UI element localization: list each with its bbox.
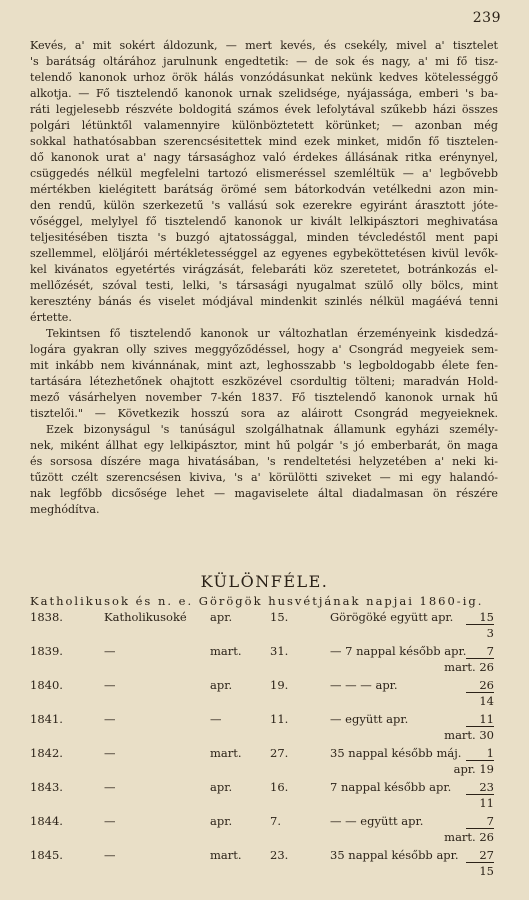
text-line: Ezek bizonyságul 's tanúságul szolgálhatnak államunk egyházi személy- [46,423,498,436]
text-line: Tekintsen fő tisztelendő kanonok ur változhatlan érzeményeink kisdedzá- [46,327,498,340]
table-greek-note: 35 nappal később máj. [330,746,462,760]
fraction-rule [466,760,494,761]
text-line: mellőzését, szóval testi, lelki, 's társasági nyugalmat szülő olly bölcs, mint [30,279,498,292]
table-day: 7. [270,814,281,828]
table-greek-old-style: 11 [479,796,494,810]
table-day: 19. [270,678,289,692]
table-denomination: — [104,712,116,726]
table-greek-day: 15 [479,610,494,624]
fraction-rule [466,828,494,829]
table-greek-old-style: apr. 19 [453,762,494,776]
table-denomination: — [104,746,116,760]
table-year: 1839. [30,644,63,658]
text-line: Kevés, a' mit sokért áldozunk, — mert kevés, és csekély, mivel a' tisztelet [30,39,498,52]
body-text [30,38,498,518]
table-denomination: — [104,814,116,828]
text-line: mező vásárhelyen november 7-kén 1837. Fő tisztelendő kanonok urnak hű [30,391,498,404]
table-greek-day: 27 [479,848,494,862]
table-row [30,644,500,678]
text-line: keresztény bánás és viselet módjával mindenkit szinlés nélkül magáévá tenni [30,295,498,308]
text-line: kel kivánatos egyetértés virágzását, felebaráti köz szeretetet, botránkozás el- [30,263,498,276]
table-year: 1845. [30,848,63,862]
text-line: logára gyakran olly szives meggyőződéssel, hogy a' Csongrád megyeiek sem- [30,343,498,356]
text-line: tisztelői." — Következik hosszú sora az aláirott Csongrád megyeieknek. [30,407,498,420]
text-line: polgári létünktől valamennyire különböztetett körünket; — azonban még [30,119,498,132]
table-greek-note: — — — apr. [330,678,398,692]
table-month: apr. [210,814,233,828]
text-line: 's barátság oltárához jarulnunk engedtetik: — de sok és nagy, a' mi fő tisz- [30,55,498,68]
table-year: 1840. [30,678,63,692]
table-month: mart. [210,644,242,658]
text-line: alkotja. — Fő tisztelendő kanonok urnak szelidsége, nyájassága, emberi 's ba- [30,87,498,100]
section-subheading: Katholikusok és n. e. Görögök husvétjának napjai 1860-ig. [30,594,484,608]
table-greek-day: 7 [486,644,494,658]
table-day: 15. [270,610,289,624]
text-line: és sorsosa díszére maga hivatásában, 's rendeltetési helyzetében a' neki ki- [30,455,498,468]
text-line: telendő kanonok urhoz örök hálás vonzódásunkat nekünk kedves kötelességgő [30,71,498,84]
table-year: 1844. [30,814,63,828]
table-year: 1842. [30,746,63,760]
section-heading: KÜLÖNFÉLE. [200,572,329,591]
table-month: — [210,712,222,726]
table-greek-note: 35 nappal később apr. [330,848,459,862]
easter-dates-table [30,610,500,882]
table-day: 27. [270,746,289,760]
table-greek-note: — 7 nappal később apr. [330,644,467,658]
table-greek-day: 26 [479,678,494,692]
table-row [30,746,500,780]
table-row [30,712,500,746]
table-day: 23. [270,848,289,862]
table-day: 31. [270,644,289,658]
text-line: értette. [30,311,72,324]
table-greek-note: — együtt apr. [330,712,409,726]
table-greek-old-style: 15 [479,864,494,878]
table-greek-day: 11 [479,712,494,726]
table-denomination: Katholikusoké [104,610,187,624]
paragraph-2 [30,326,498,422]
table-row [30,814,500,848]
text-line: vőséggel, melylyel fő tisztelendő kanonok ur kivált lelkipásztori meghivatása [30,215,498,228]
fraction-rule [466,794,494,795]
table-greek-old-style: mart. 26 [444,830,494,844]
table-month: mart. [210,848,242,862]
text-line: meghódítva. [30,503,100,516]
text-line: ráti legjelesebb részvéte boldogitá számos évek lefolytával szűkebb házi összes [30,103,498,116]
table-greek-note: — — együtt apr. [330,814,424,828]
text-line: nak legfőbb dicsősége lehet — magaviselete által diadalmasan ön részére [30,487,498,500]
table-month: apr. [210,610,233,624]
table-denomination: — [104,644,116,658]
table-greek-old-style: 3 [486,626,494,640]
text-line: csüggedés nélkül megfelelni tartozó elismeréssel szemléltük — a' legbővebb [30,167,498,180]
fraction-rule [466,726,494,727]
table-month: mart. [210,746,242,760]
text-line: mit inkább nem kivánnának, mint azt, leghosszabb 's legboldogabb élete fen- [30,359,498,372]
table-greek-old-style: mart. 26 [444,660,494,674]
table-year: 1843. [30,780,63,794]
table-greek-note: 7 nappal később apr. [330,780,452,794]
text-line: sokkal hathatósabban szerencsésitettek mind ezek minket, midőn fő tisztelen- [30,135,498,148]
paragraph-1 [30,38,498,326]
table-day: 11. [270,712,289,726]
text-line: den rendű, külön szerkezetű 's vallású sok ezerekre egyiránt árasztott jóte- [30,199,498,212]
table-greek-day: 1 [486,746,494,760]
table-month: apr. [210,678,233,692]
text-line: dő kanonok urat a' nagy társasághoz való érdekes állásának ritka erénynyel, [30,151,498,164]
table-month: apr. [210,780,233,794]
text-line: nek, miként állhat egy lelkipásztor, mint hű polgár 's jó emberbarát, ön maga [30,439,498,452]
table-day: 16. [270,780,289,794]
table-greek-old-style: mart. 30 [444,728,494,742]
text-line: szellemmel, elöljárói mértékletességgel az egyenes egybeköttetésen kivül levők- [30,247,498,260]
text-line: tűzött czélt szerencsésen kiviva, 's a' körülötti sziveket — mi egy halandó- [30,471,498,484]
table-greek-day: 7 [486,814,494,828]
table-row [30,678,500,712]
table-row [30,780,500,814]
table-greek-day: 23 [479,780,494,794]
table-greek-old-style: 14 [479,694,494,708]
paragraph-3 [30,422,498,518]
table-row [30,610,500,644]
table-denomination: — [104,678,116,692]
table-year: 1841. [30,712,63,726]
table-row [30,848,500,882]
text-line: tartására létezhetőnek ohajtott eszközével csordultig tölteni; maradván Hold- [30,375,498,388]
text-line: teljesitésében tiszta 's buzgó ajtatossággal, minden tévcledéstől ment papi [30,231,498,244]
page-number: 239 [472,10,501,26]
fraction-rule [466,862,494,863]
fraction-rule [466,692,494,693]
text-line: mértékben kielégitett barátság örömé sem bátorkodván vetélkedni azon min- [30,183,498,196]
table-greek-note: Görögöké együtt apr. [330,610,454,624]
table-denomination: — [104,848,116,862]
fraction-rule [466,658,494,659]
table-denomination: — [104,780,116,794]
table-year: 1838. [30,610,63,624]
fraction-rule [466,624,494,625]
